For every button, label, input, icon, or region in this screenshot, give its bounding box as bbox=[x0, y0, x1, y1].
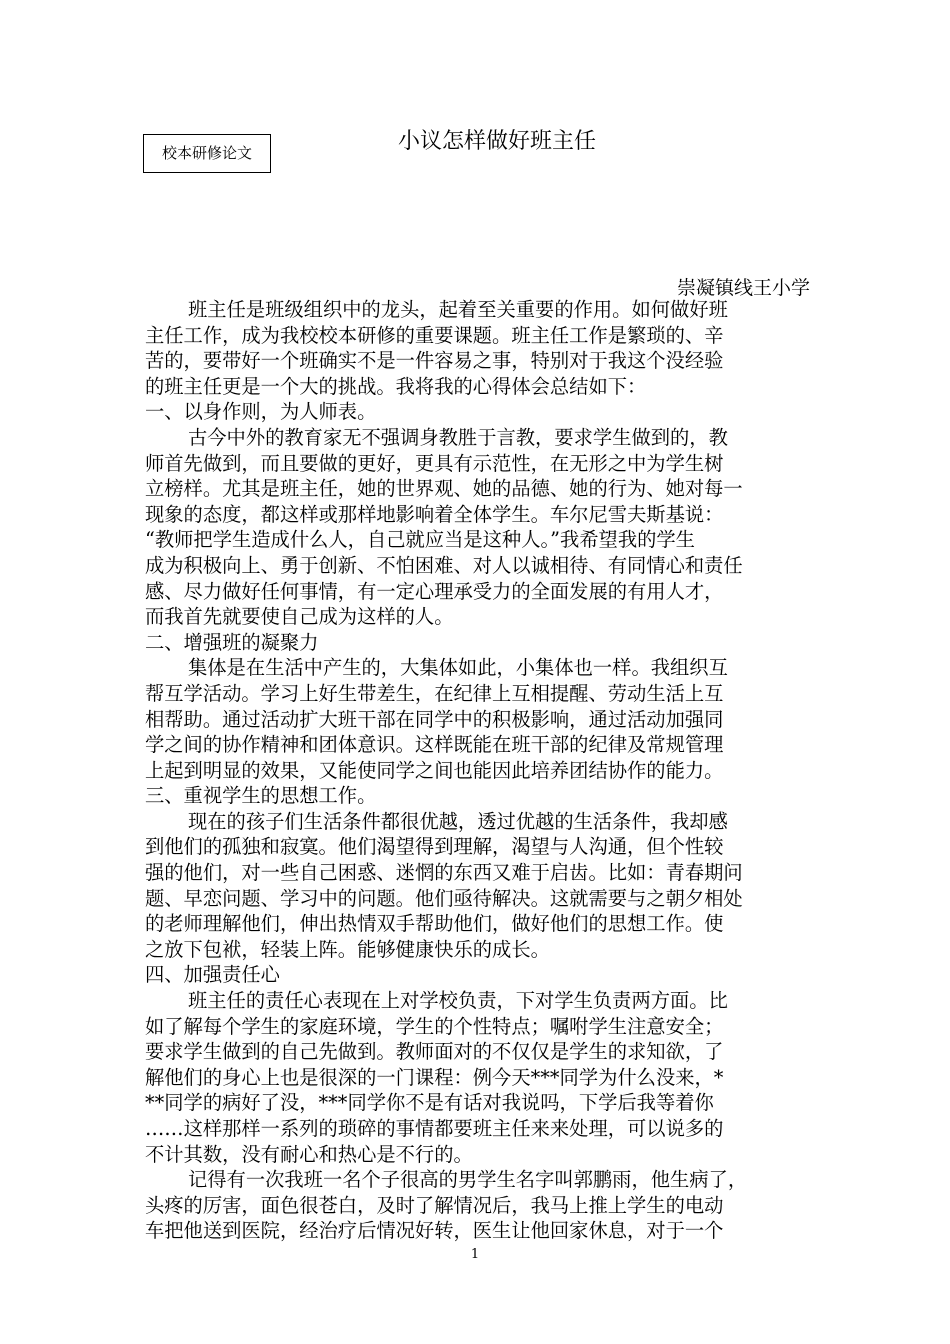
document-body bbox=[145, 297, 810, 1244]
text-line: 解他们的身心上也是很深的一门课程：例今天***同学为什么没来，* bbox=[145, 1065, 724, 1089]
text-line: 到他们的孤独和寂寞。他们渴望得到理解，渴望与人沟通，但个性较 bbox=[145, 835, 724, 859]
text-line: 如了解每个学生的家庭环境，学生的个性特点；嘱咐学生注意安全； bbox=[145, 1014, 724, 1038]
text-line: **同学的病好了没，***同学你不是有话对我说吗，下学后我等着你 bbox=[145, 1091, 714, 1115]
text-line: 头疼的厉害，面色很苍白，及时了解情况后，我马上推上学生的电动 bbox=[145, 1193, 724, 1217]
page-number: 1 bbox=[470, 1247, 480, 1262]
text-line: 的老师理解他们，伸出热情双手帮助他们，做好他们的思想工作。使 bbox=[145, 912, 724, 936]
text-line: 相帮助。通过活动扩大班干部在同学中的积极影响，通过活动加强同 bbox=[145, 707, 724, 731]
text-line: 车把他送到医院，经治疗后情况好转，医生让他回家休息，对于一个 bbox=[145, 1219, 724, 1243]
text-line: 二、增强班的凝聚力 bbox=[145, 630, 319, 654]
author-school: 崇凝镇线王小学 bbox=[676, 277, 810, 299]
text-line: 苦的，要带好一个班确实不是一件容易之事，特别对于我这个没经验 bbox=[145, 349, 724, 373]
text-line: 的班主任更是一个大的挑战。我将我的心得体会总结如下： bbox=[145, 374, 647, 398]
document-title: 小议怎样做好班主任 bbox=[397, 129, 596, 154]
text-line: 四、加强责任心 bbox=[145, 963, 280, 987]
text-line: 师首先做到，而且要做的更好，更具有示范性，在无形之中为学生树 bbox=[145, 451, 724, 475]
text-line: 而我首先就要使自己成为这样的人。 bbox=[145, 605, 454, 629]
text-line: 成为积极向上、勇于创新、不怕困难、对人以诚相待、有同情心和责任 bbox=[145, 553, 743, 577]
text-line: 班主任是班级组织中的龙头，起着至关重要的作用。如何做好班 bbox=[188, 298, 728, 321]
text-line: 古今中外的教育家无不强调身教胜于言教，要求学生做到的，教 bbox=[188, 425, 728, 449]
text-line: 主任工作，成为我校校本研修的重要课题。班主任工作是繁琐的、辛 bbox=[145, 323, 724, 347]
text-line: 强的他们，对一些自己困惑、迷惘的东西又难于启齿。比如：青春期问 bbox=[145, 861, 743, 885]
text-line: 学之间的协作精神和团体意识。这样既能在班干部的纪律及常规管理 bbox=[145, 733, 724, 757]
text-line: ……这样那样一系列的琐碎的事情都要班主任来来处理，可以说多的 bbox=[145, 1117, 724, 1140]
text-line: 班主任的责任心表现在上对学校负责，下对学生负责两方面。比 bbox=[188, 989, 728, 1013]
text-line: 不计其数，没有耐心和热心是不行的。 bbox=[145, 1142, 473, 1166]
text-line: 现在的孩子们生活条件都很优越，透过优越的生活条件，我却感 bbox=[188, 809, 728, 833]
text-line: 记得有一次我班一名个子很高的男学生名字叫郭鹏雨，他生病了， bbox=[188, 1168, 748, 1192]
text-line: 感、尽力做好任何事情，有一定心理承受力的全面发展的有用人才， bbox=[145, 579, 724, 603]
text-line: “教师把学生造成什么人，自己就应当是这种人。”我希望我的学生 bbox=[145, 528, 695, 552]
text-line: 立榜样。尤其是班主任，她的世界观、她的品德、她的行为、她对每一 bbox=[145, 477, 743, 501]
document-tag: 校本研修论文 bbox=[161, 144, 252, 162]
text-line: 一、以身作则，为人师表。 bbox=[145, 400, 377, 424]
text-line: 集体是在生活中产生的，大集体如此，小集体也一样。我组织互 bbox=[188, 656, 728, 680]
text-line: 要求学生做到的自己先做到。教师面对的不仅仅是学生的求知欲，了 bbox=[145, 1040, 724, 1064]
text-line: 题、早恋问题、学习中的问题。他们亟待解决。这就需要与之朝夕相处 bbox=[145, 886, 743, 910]
text-line: 现象的态度，都这样或那样地影响着全体学生。车尔尼雪夫斯基说： bbox=[145, 502, 724, 526]
text-line: 之放下包袱，轻装上阵。能够健康快乐的成长。 bbox=[145, 937, 550, 961]
text-line: 帮互学活动。学习上好生带差生，在纪律上互相提醒、劳动生活上互 bbox=[145, 681, 724, 705]
text-line: 三、重视学生的思想工作。 bbox=[145, 784, 377, 808]
text-line: 上起到明显的效果，又能使同学之间也能因此培养团结协作的能力。 bbox=[145, 758, 724, 782]
